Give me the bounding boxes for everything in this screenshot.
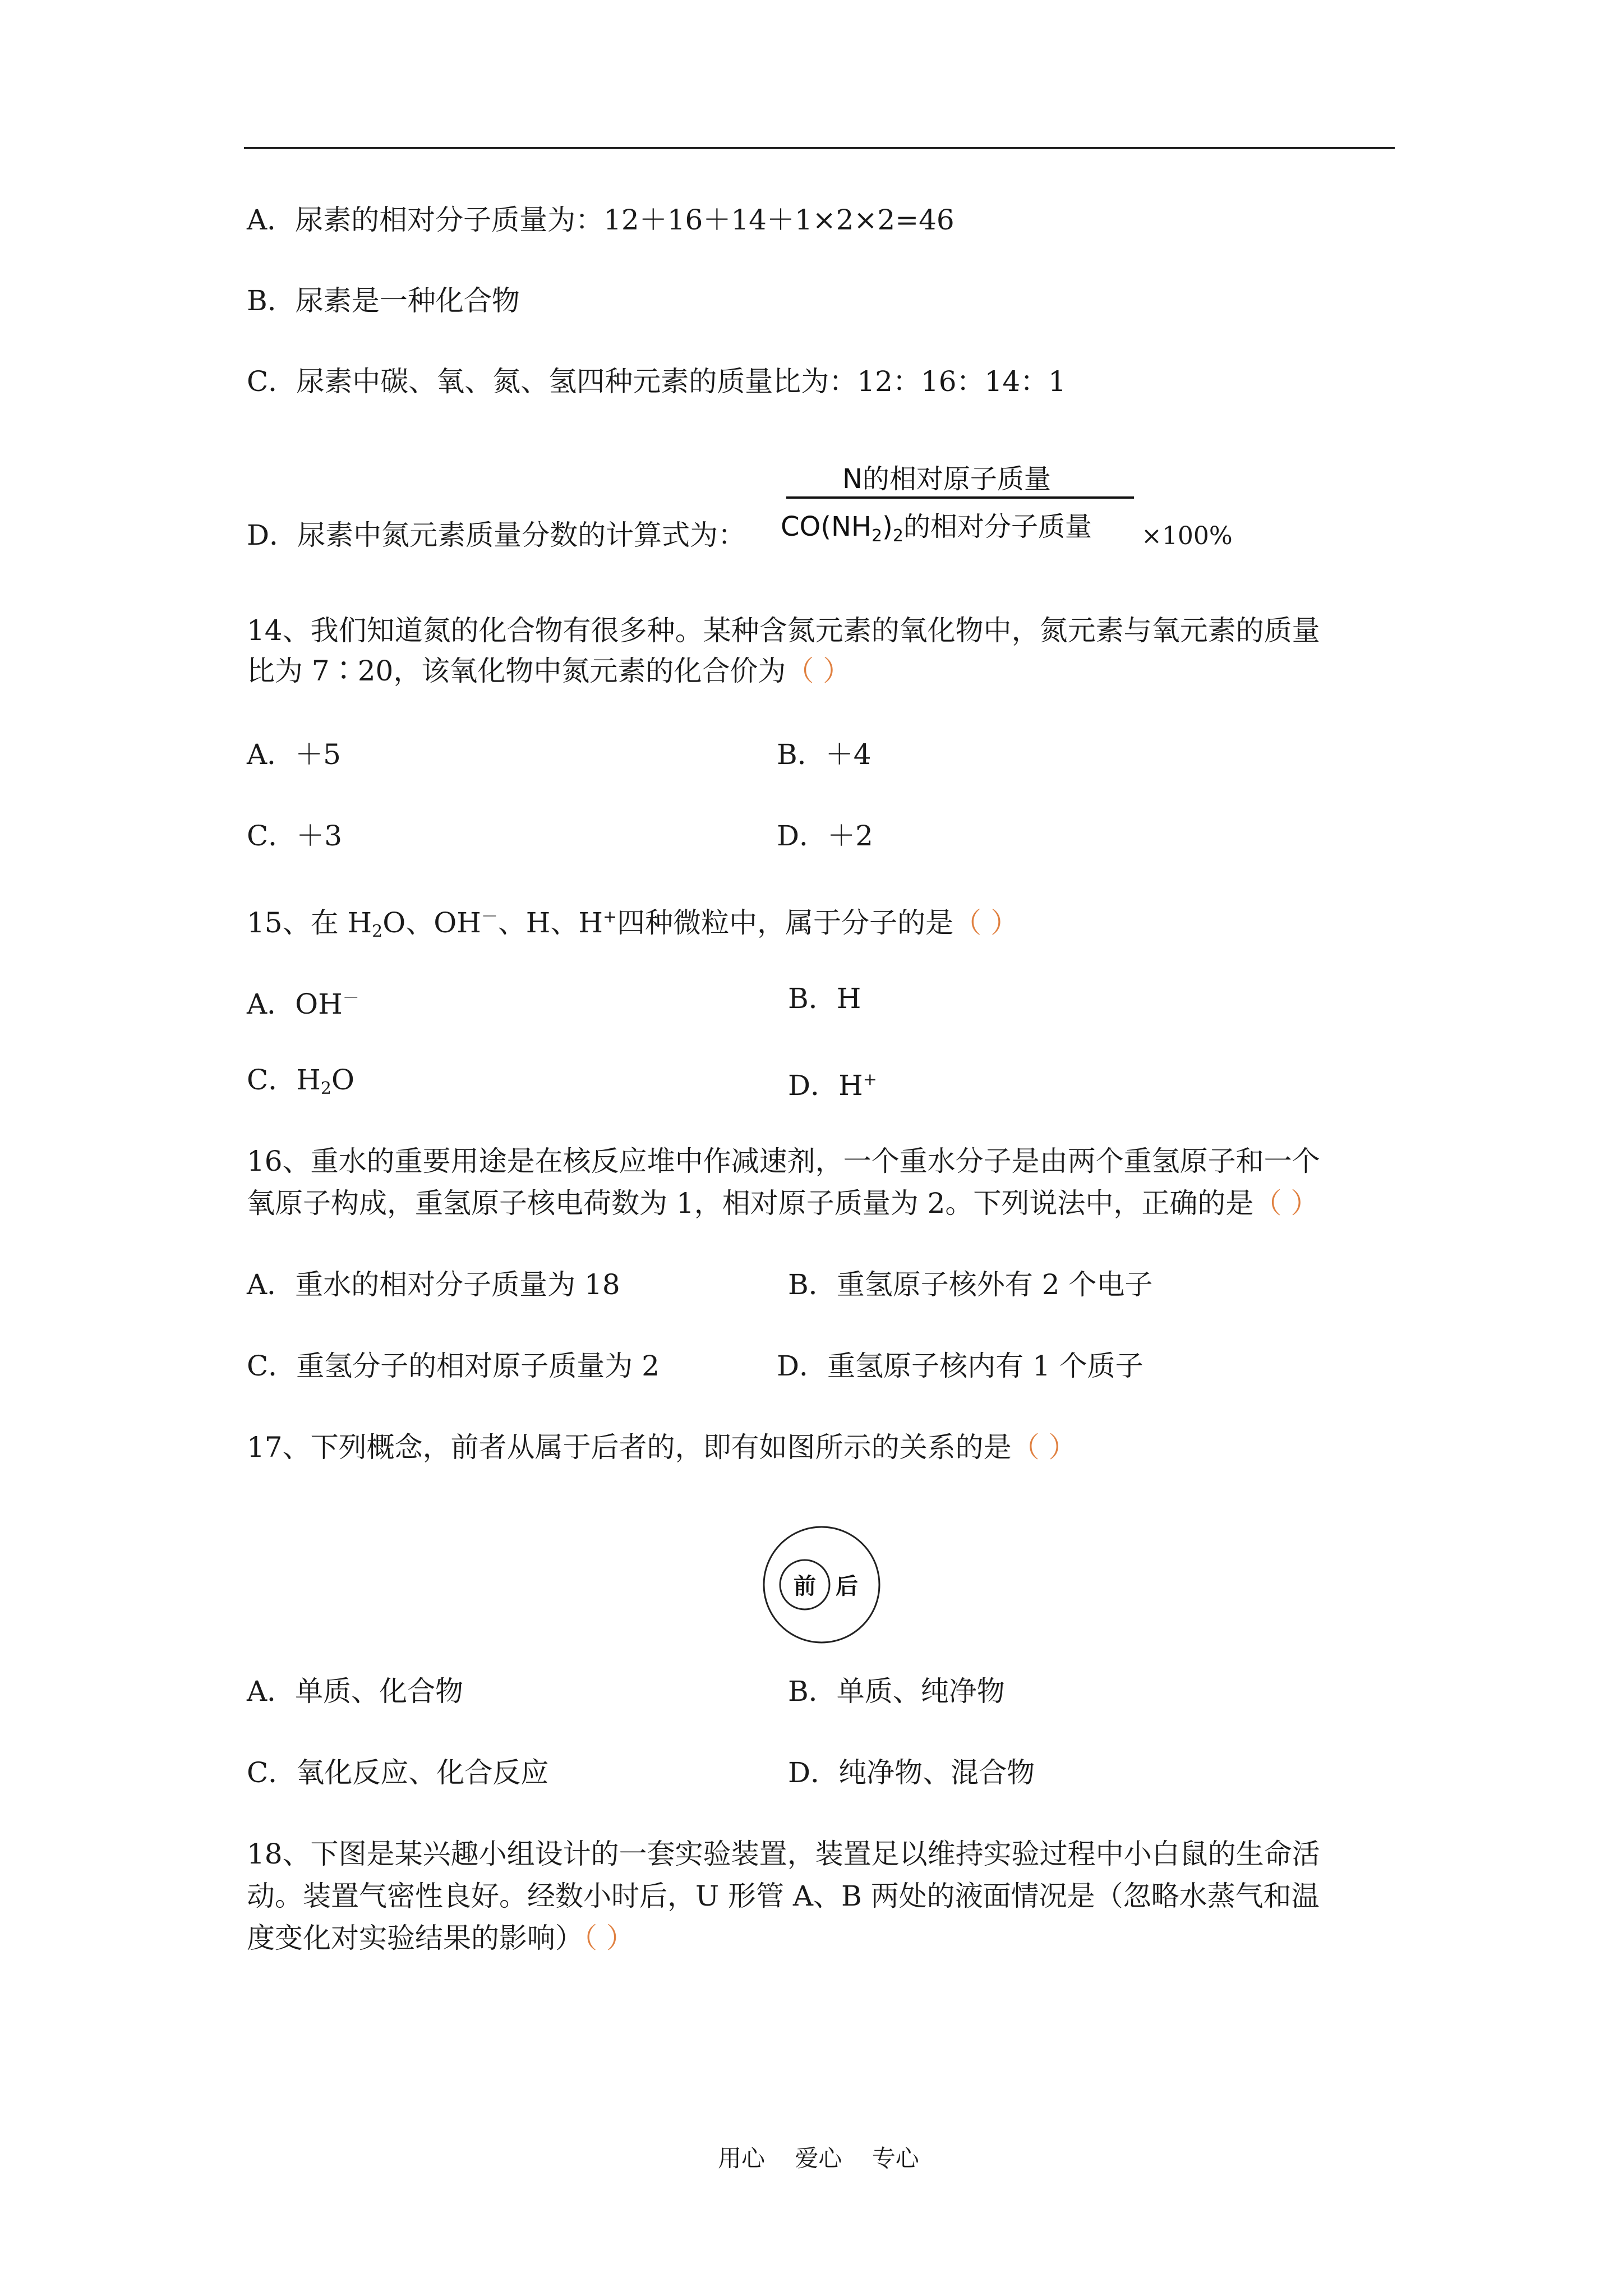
formula-times-100: ×100% <box>1141 522 1233 550</box>
fraction-bar <box>786 496 1134 499</box>
inner-label: 前 <box>794 1573 816 1599</box>
q17-option-c: C．氧化反应、化合反应 <box>247 1756 549 1789</box>
q14-option-a: A．＋5 <box>247 738 341 771</box>
q16-option-c: C．重氢分子的相对原子质量为 2 <box>247 1350 660 1382</box>
q16-option-b: B．重氢原子核外有 2 个电子 <box>788 1268 1153 1301</box>
q17-option-b: B．单质、纯净物 <box>788 1675 1005 1708</box>
outer-circle <box>764 1527 879 1642</box>
q17-option-a: A．单质、化合物 <box>247 1675 464 1708</box>
q14-stem-line1: 14、我们知道氮的化合物有很多种。某种含氮元素的氧化物中，氮元素与氧元素的质量 <box>247 614 1320 647</box>
q14-option-d: D．＋2 <box>777 820 873 852</box>
q16-stem-line1: 16、重水的重要用途是在核反应堆中作减速剂，一个重水分子是由两个重氢原子和一个 <box>247 1145 1320 1177</box>
q15-option-d: D．H+ <box>788 1069 877 1102</box>
q13-option-b: B．尿素是一种化合物 <box>247 284 520 317</box>
q17-stem: 17、下列概念，前者从属于后者的，即有如图所示的关系的是（ ） <box>247 1431 1077 1464</box>
formula-denominator: $CO(NH_2)_2$的相对分子质量 <box>781 511 1092 546</box>
formula-numerator: N的相对原子质量 <box>842 463 1051 495</box>
q14-option-b: B．＋4 <box>777 738 872 771</box>
page-footer: 用心 爱心 专心 <box>718 2145 919 2172</box>
q13-option-a: A．尿素的相对分子质量为：12＋16＋14＋1×2×2=46 <box>247 204 955 236</box>
q15-option-b: B．H <box>788 982 861 1015</box>
q18-stem-line2: 动。装置气密性良好。经数小时后，U 形管 A、B 两处的液面情况是（忽略水蒸气和温 <box>247 1880 1320 1912</box>
q16-option-a: A．重水的相对分子质量为 18 <box>247 1268 620 1301</box>
q16-stem-line2: 氧原子构成，重氢原子核电荷数为 1，相对原子质量为 2。下列说法中，正确的是（ ） <box>247 1187 1319 1220</box>
answer-paren: （ ） <box>953 907 1019 939</box>
answer-paren: （ ） <box>583 1922 634 1954</box>
subset-relation-diagram <box>760 1523 883 1646</box>
outer-label: 后 <box>836 1573 858 1599</box>
nested-circles-figure <box>760 1523 883 1646</box>
answer-paren: （ ） <box>1011 1431 1077 1464</box>
q16-option-d: D．重氢原子核内有 1 个质子 <box>777 1350 1144 1382</box>
q15-option-a: A．OH－ <box>247 988 359 1020</box>
answer-paren: （ ） <box>1253 1187 1319 1220</box>
q18-stem-line1: 18、下图是某兴趣小组设计的一套实验装置，装置足以维持实验过程中小白鼠的生命活 <box>247 1838 1320 1870</box>
q18-stem-line3: 度变化对实验结果的影响）（ ） <box>247 1922 634 1954</box>
q15-option-c: C．$H_2O$ <box>247 1064 354 1098</box>
q13-option-c: C．尿素中碳、氧、氮、氢四种元素的质量比为：12：16：14：1 <box>247 365 1066 398</box>
q17-option-d: D．纯净物、混合物 <box>788 1756 1035 1789</box>
q14-stem-line2: 比为 7∶20，该氧化物中氮元素的化合价为（ ） <box>247 655 851 687</box>
q13-option-d: D．尿素中氮元素质量分数的计算式为： <box>247 519 746 551</box>
answer-paren: （ ） <box>786 655 851 687</box>
q14-option-c: C．＋3 <box>247 820 343 852</box>
header-rule <box>244 147 1395 149</box>
q15-stem: 15、在 $H_2O$、OH－、H、H+四种微粒中，属于分子的是（ ） <box>247 907 1019 941</box>
